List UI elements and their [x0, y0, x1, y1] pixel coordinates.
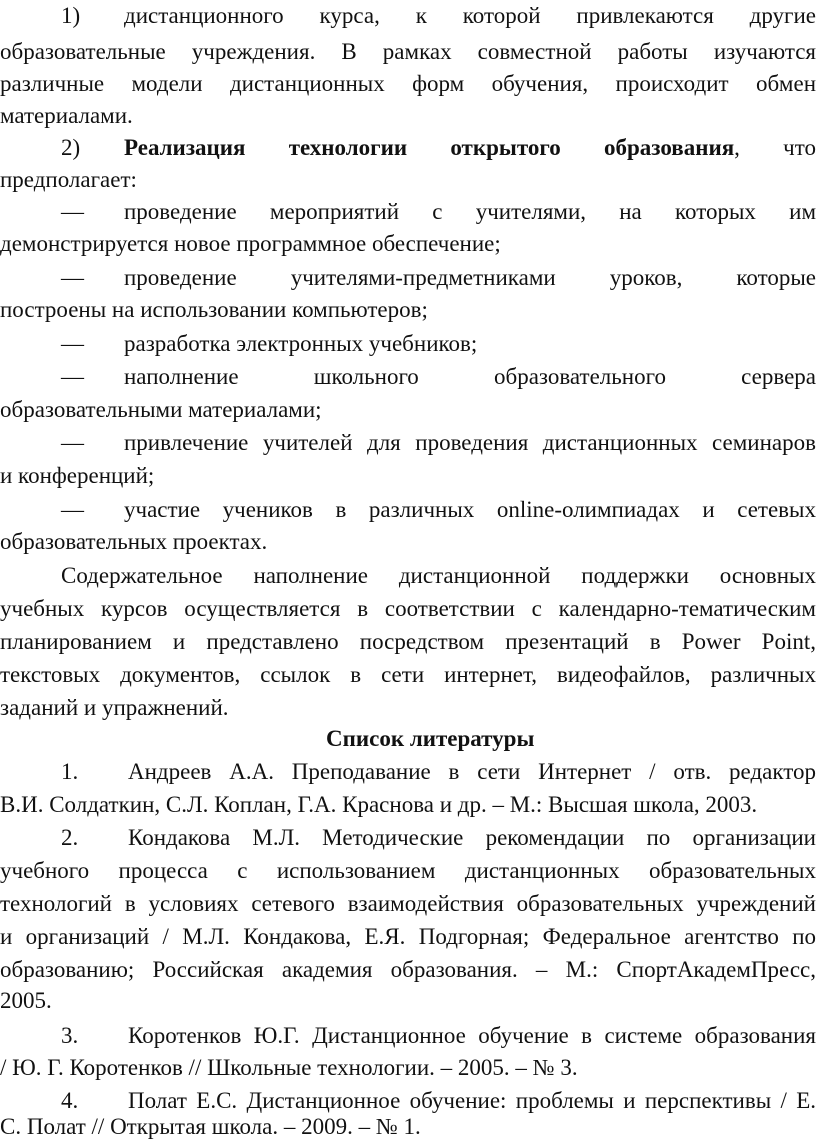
list-item-2-first-line: [0, 132, 816, 164]
list-item-text: [124, 132, 816, 164]
bullet-text-continuation: демонстрируется новое программное обеспечение;: [0, 231, 501, 256]
bullet-text-continuation: и конференций;: [0, 463, 155, 488]
reference-text-continuation: В.И. Солдаткин, С.Л. Коплан, Г.А. Краснова и др. – М.: Высшая школа, 2003.: [0, 792, 758, 817]
paragraph-line: различные модели дистанционных форм обучения, происходит обмен: [0, 71, 816, 96]
paragraph-line: образовательные учреждения. В рамках совместной работы изучаются: [0, 39, 816, 64]
reference-text-continuation: образованию; Российская академия образования. – М.: СпортАкадемПресс,: [0, 957, 816, 982]
reference-text: Андреев А.А. Преподавание в сети Интернет / отв. редактор: [128, 759, 816, 784]
dash-marker: —: [61, 331, 84, 356]
reference-number: 2.: [61, 825, 79, 850]
paragraph-line: предполагает:: [0, 167, 137, 192]
bullet-text: проведение учителями-предметниками уроков, которые: [124, 265, 816, 290]
list-item-1-first-line: [0, 0, 816, 32]
bullet-item: [0, 262, 816, 294]
bullet-text-continuation: образовательных проектах.: [0, 529, 268, 554]
reference-item: [0, 1020, 816, 1052]
references-heading: Список литературы: [326, 726, 535, 751]
reference-text-continuation: 2005.: [0, 988, 52, 1013]
paragraph-line: текстовых документов, ссылок в сети интернет, видеофайлов, различных: [0, 662, 816, 687]
reference-number: 1.: [61, 759, 79, 784]
list-item-number: 2): [61, 135, 81, 160]
paragraph-line: материалами.: [0, 103, 133, 128]
bullet-item: [0, 427, 816, 459]
reference-text: Кондакова М.Л. Методические рекомендации по организации: [128, 825, 816, 850]
dash-marker: —: [61, 199, 84, 224]
bold-heading-text: Реализация технологии открытого образования: [124, 135, 735, 160]
bullet-text: участие учеников в различных online-олимпиадах и сетевых: [124, 497, 816, 522]
reference-text: Коротенков Ю.Г. Дистанционное обучение в системе образования: [128, 1023, 816, 1048]
references-heading-row: [0, 723, 816, 755]
bullet-item: [0, 328, 816, 360]
list-item-number: 1): [61, 3, 81, 28]
dash-marker: —: [61, 497, 84, 522]
reference-text-continuation: и организаций / М.Л. Кондакова, Е.Я. Подгорная; Федеральное агентство по: [0, 924, 816, 949]
bullet-text-continuation: построены на использовании компьютеров;: [0, 297, 428, 322]
paragraph-line: заданий и упражнений.: [0, 695, 229, 720]
bullet-text-continuation: образовательными материалами;: [0, 397, 322, 422]
paragraph-text: Содержательное наполнение дистанционной поддержки основных: [61, 563, 816, 588]
reference-item: [0, 756, 816, 788]
bullet-item: [0, 196, 816, 228]
bullet-text: разработка электронных учебников;: [124, 331, 478, 356]
reference-item: [0, 822, 816, 854]
paragraph-first-line: [0, 560, 816, 592]
dash-marker: —: [61, 430, 84, 455]
dash-marker: —: [61, 364, 84, 389]
reference-text: Полат Е.С. Дистанционное обучение: проблемы и перспективы / Е.: [128, 1088, 816, 1113]
reference-text-continuation: / Ю. Г. Коротенков // Школьные технологии. – 2005. – № 3.: [0, 1055, 578, 1080]
bullet-text: проведение мероприятий с учителями, на которых им: [124, 199, 816, 224]
reference-text-continuation: учебного процесса с использованием дистанционных образовательных: [0, 858, 816, 883]
bullet-item: [0, 361, 816, 393]
bullet-text: наполнение школьного образовательного сервера: [124, 364, 816, 389]
list-item-text: дистанционного курса, к которой привлекаются другие: [124, 3, 816, 28]
reference-number: 3.: [61, 1023, 79, 1048]
dash-marker: —: [61, 265, 84, 290]
paragraph-line: планированием и представлено посредством презентаций в Power Point,: [0, 629, 816, 654]
paragraph-line: учебных курсов осуществляется в соответствии с календарно-тематическим: [0, 596, 816, 621]
bullet-text: привлечение учителей для проведения дистанционных семинаров: [124, 430, 816, 455]
reference-text-continuation: С. Полат // Открытая школа. – 2009. – № 1.: [0, 1114, 421, 1139]
reference-number: 4.: [61, 1088, 79, 1113]
reference-text-continuation: технологий в условиях сетевого взаимодействия образовательных учреждений: [0, 891, 816, 916]
list-item-text-tail: , что: [734, 135, 816, 160]
bullet-item: [0, 494, 816, 526]
